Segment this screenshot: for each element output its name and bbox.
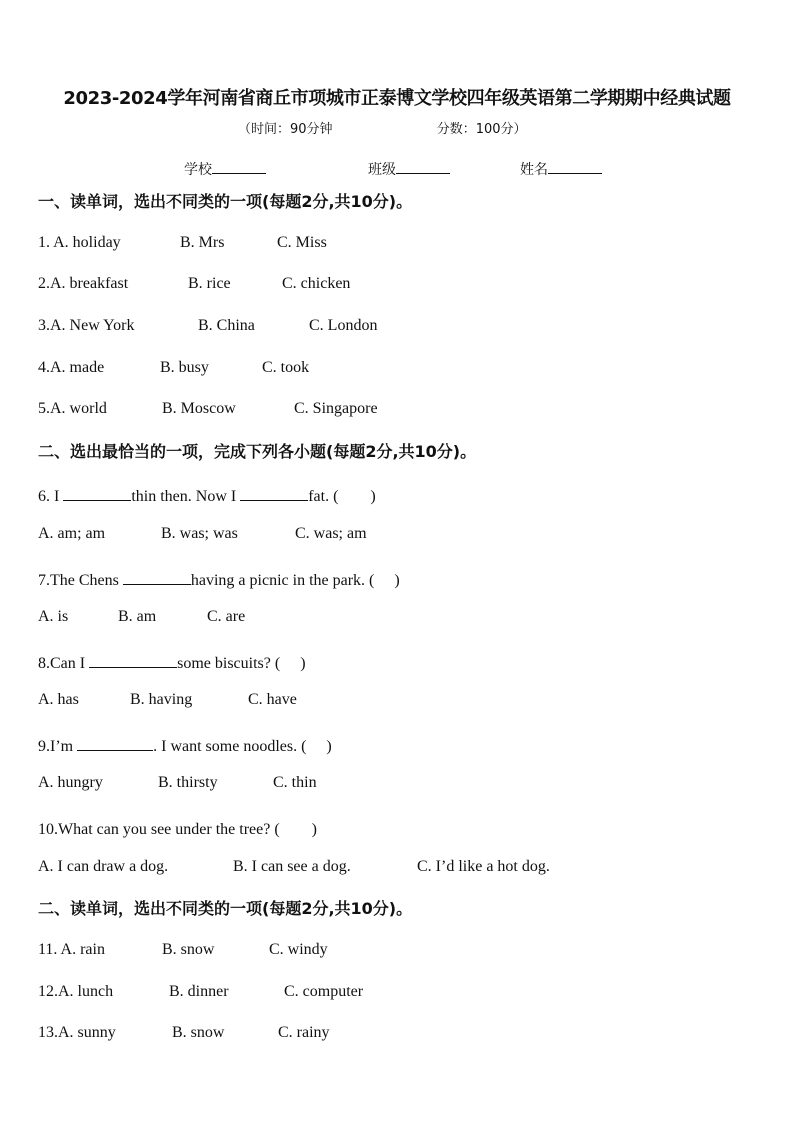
q3-option-b: B. China bbox=[198, 317, 255, 334]
name-field bbox=[520, 159, 602, 179]
exam-title: 2023-2024学年河南省商丘市项城市正泰博文学校四年级英语第二学期期中经典试题 bbox=[63, 88, 731, 109]
q12-option-c: C. computer bbox=[284, 983, 364, 1000]
q8-text-2: some biscuits? ( ) bbox=[177, 655, 306, 672]
question-6-stem bbox=[38, 483, 376, 506]
class-field bbox=[368, 159, 450, 179]
q11-option-c: C. windy bbox=[269, 941, 328, 958]
q10-option-c: C. I’d like a hot dog. bbox=[417, 858, 550, 875]
q7-option-c: C. are bbox=[207, 608, 246, 625]
q13-option-a: 13.A. sunny bbox=[38, 1024, 116, 1041]
q7-text-2: having a picnic in the park. ( ) bbox=[190, 572, 400, 589]
q2-option-a: 2.A. breakfast bbox=[38, 275, 129, 292]
q3-option-c: C. London bbox=[309, 317, 378, 334]
q11-option-b: B. snow bbox=[162, 941, 215, 958]
q13-option-c: C. rainy bbox=[278, 1024, 330, 1041]
q1-option-c: C. Miss bbox=[277, 234, 327, 251]
name-blank[interactable] bbox=[548, 160, 602, 174]
q9-text-2: . I want some noodles. ( ) bbox=[153, 738, 332, 755]
q2-option-c: C. chicken bbox=[282, 275, 351, 292]
class-blank[interactable] bbox=[396, 160, 450, 174]
total-score: 分数：100分） bbox=[436, 122, 527, 137]
q7-option-a: A. is bbox=[38, 608, 69, 625]
q8-blank[interactable] bbox=[89, 653, 177, 668]
class-label: 班级 bbox=[368, 162, 396, 178]
q9-option-a: A. hungry bbox=[38, 774, 103, 791]
q7-blank[interactable] bbox=[123, 570, 191, 585]
q11-option-a: 11. A. rain bbox=[38, 941, 105, 958]
q8-option-b: B. having bbox=[130, 691, 193, 708]
q6-option-c: C. was; am bbox=[295, 525, 367, 542]
q4-option-a: 4.A. made bbox=[38, 359, 105, 376]
q8-option-c: C. have bbox=[248, 691, 297, 708]
q6-text-3: fat. ( ) bbox=[308, 488, 376, 505]
q3-option-a: 3.A. New York bbox=[38, 317, 135, 334]
q6-option-b: B. was; was bbox=[161, 525, 238, 542]
q9-option-b: B. thirsty bbox=[158, 774, 218, 791]
section-1-heading: 一、读单词，选出不同类的一项(每题2分,共10分)。 bbox=[38, 192, 413, 211]
exam-meta bbox=[238, 118, 527, 137]
school-blank[interactable] bbox=[212, 160, 266, 174]
q1-option-b: B. Mrs bbox=[180, 234, 225, 251]
q6-text-2: thin then. Now I bbox=[131, 488, 241, 505]
q4-option-c: C. took bbox=[262, 359, 310, 376]
q1-option-a: 1. A. holiday bbox=[38, 234, 121, 251]
name-label: 姓名 bbox=[520, 162, 548, 178]
section-3-heading: 二、读单词，选出不同类的一项(每题2分,共10分)。 bbox=[38, 899, 413, 918]
question-9-stem bbox=[38, 733, 332, 756]
q12-option-a: 12.A. lunch bbox=[38, 983, 114, 1000]
q13-option-b: B. snow bbox=[172, 1024, 225, 1041]
question-10-stem: 10.What can you see under the tree? ( ) bbox=[38, 821, 317, 838]
q5-option-a: 5.A. world bbox=[38, 400, 107, 417]
q4-option-b: B. busy bbox=[160, 359, 209, 376]
q5-option-b: B. Moscow bbox=[162, 400, 236, 417]
q6-blank-1[interactable] bbox=[63, 486, 131, 501]
q8-option-a: A. has bbox=[38, 691, 79, 708]
q8-text-1: 8.Can I bbox=[38, 655, 90, 672]
question-7-stem bbox=[38, 567, 400, 590]
q9-option-c: C. thin bbox=[273, 774, 317, 791]
school-label: 学校 bbox=[184, 162, 212, 178]
q9-blank[interactable] bbox=[77, 736, 153, 751]
q9-text-1: 9.I’m bbox=[38, 738, 78, 755]
school-field bbox=[184, 159, 266, 179]
q6-option-a: A. am; am bbox=[38, 525, 106, 542]
q10-option-a: A. I can draw a dog. bbox=[38, 858, 169, 875]
section-2-heading: 二、选出最恰当的一项，完成下列各小题(每题2分,共10分)。 bbox=[38, 442, 477, 461]
q2-option-b: B. rice bbox=[188, 275, 231, 292]
q10-option-b: B. I can see a dog. bbox=[233, 858, 351, 875]
q7-text-1: 7.The Chens bbox=[38, 572, 123, 589]
q6-text-1: 6. I bbox=[38, 488, 64, 505]
time-limit: （时间：90分钟 bbox=[238, 122, 333, 137]
q7-option-b: B. am bbox=[118, 608, 157, 625]
question-8-stem bbox=[38, 650, 306, 673]
q6-blank-2[interactable] bbox=[240, 486, 308, 501]
q5-option-c: C. Singapore bbox=[294, 400, 378, 417]
q12-option-b: B. dinner bbox=[169, 983, 229, 1000]
